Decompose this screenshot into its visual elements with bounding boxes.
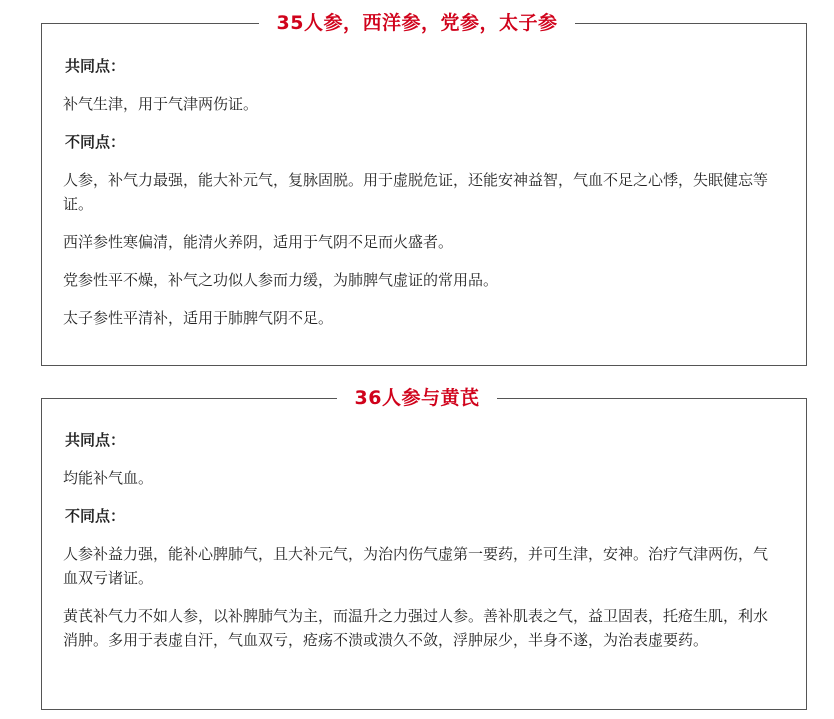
diff-heading: 不同点： [65, 507, 126, 525]
common-heading: 共同点： [65, 431, 126, 449]
section-title-36 [0, 384, 834, 412]
diff-item: 太子参性平清补，适用于肺脾气阴不足。 [63, 309, 334, 327]
diff-heading: 不同点： [65, 133, 126, 151]
section-title-35 [0, 9, 834, 37]
common-heading: 共同点： [65, 57, 126, 75]
section-content-35 [63, 54, 774, 344]
section-content-36 [63, 428, 774, 666]
diff-item: 人参，补气力最强，能大补元气，复脉固脱。用于虚脱危证，还能安神益智，气血不足之心悸，失眠健忘等证。 [63, 171, 769, 213]
diff-item: 黄芪补气力不如人参，以补脾肺气为主，而温升之力强过人参。善补肌表之气，益卫固表，托疮生肌，利水消肿。多用于表虚自汗，气血双亏，疮疡不溃或溃久不敛，浮肿尿少，半身不遂，为治表虚要药。 [63, 607, 769, 649]
section-title-text: 36人参与黄芪 [337, 387, 498, 409]
common-text: 补气生津，用于气津两伤证。 [63, 95, 259, 113]
diff-item: 人参补益力强，能补心脾肺气，且大补元气，为治内伤气虚第一要药，并可生津，安神。治疗气津两伤，气血双亏诸证。 [63, 545, 769, 587]
diff-item: 西洋参性寒偏清，能清火养阴，适用于气阴不足而火盛者。 [63, 233, 454, 251]
section-title-text: 35人参，西洋参，党参，太子参 [259, 12, 576, 34]
diff-item: 党参性平不燥，补气之功似人参而力缓，为肺脾气虚证的常用品。 [63, 271, 499, 289]
common-text: 均能补气血。 [63, 469, 154, 487]
